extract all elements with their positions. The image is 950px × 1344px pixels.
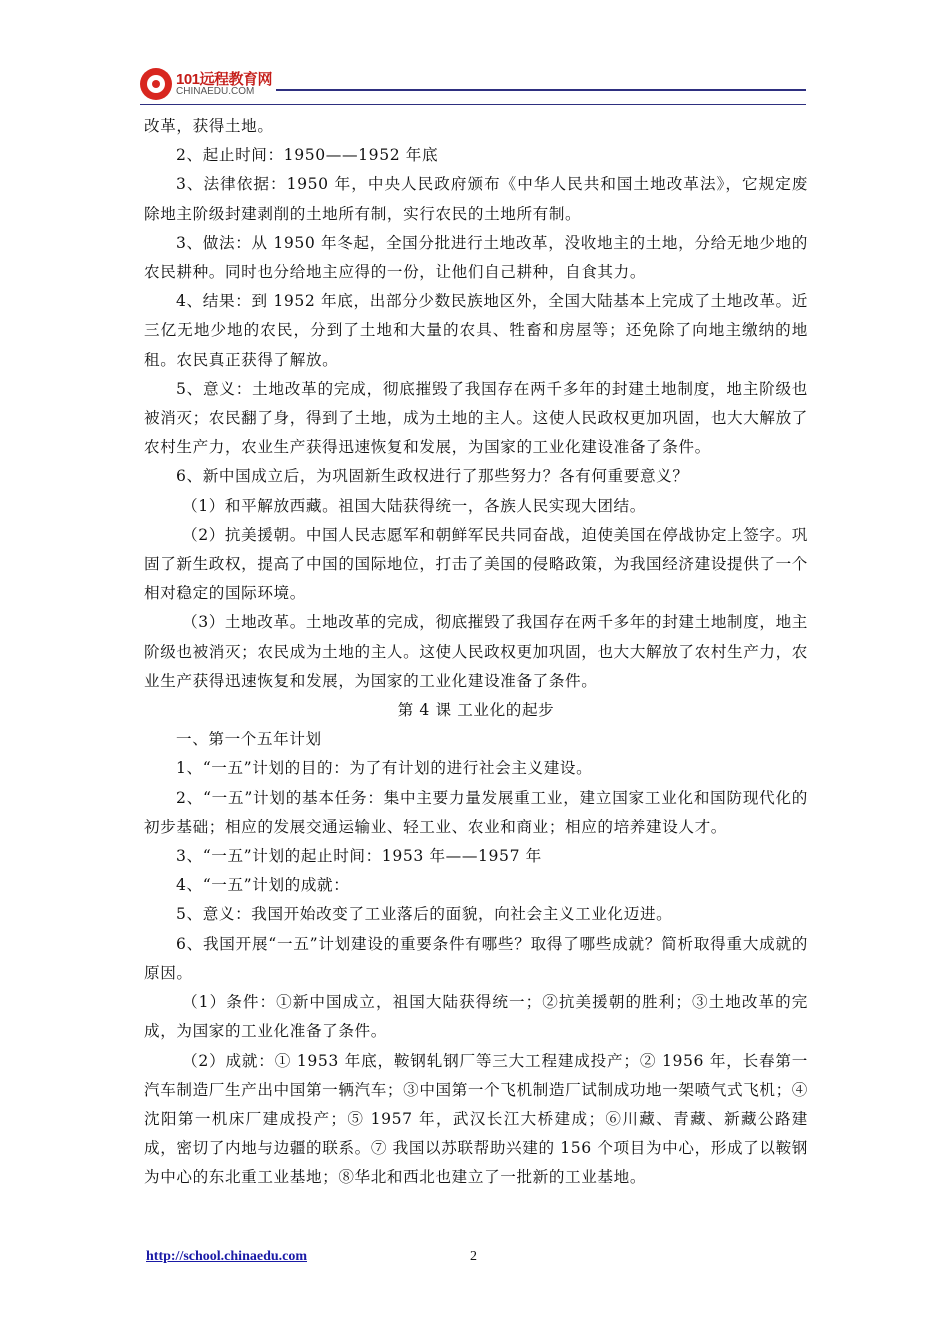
answer-item: （2）成就：① 1953 年底，鞍钢轧钢厂等三大工程建成投产；② 1956 年，长春第一汽车制造厂生产出中国第一辆汽车；③中国第一个飞机制造厂试制成功地一架喷气式飞机；④沈阳第一机床厂建成投产；⑤ 1957 年，武汉长江大桥建成；⑥川藏、青藏、新藏公路建成，密切了内地与边疆的联系。⑦ 我国以苏联帮助兴建的 156 个项目为中心，形成了以鞍钢为中心的东北重工业基地；⑧华北和西北也建立了一批新的工业基地。: [144, 1051, 808, 1187]
header-rule-bottom: [140, 104, 806, 105]
answer-item: （1）条件：①新中国成立，祖国大陆获得统一；②抗美援朝的胜利；③土地改革的完成，为国家的工业化准备了条件。: [144, 993, 808, 1041]
paragraph: 3、法律依据：1950 年，中央人民政府颁布《中华人民共和国土地改革法》，它规定废除地主阶级封建剥削的土地所有制，实行农民的土地所有制。: [144, 175, 808, 223]
question: 6、新中国成立后，为巩固新生政权进行了那些努力？各有何重要意义？: [176, 467, 689, 486]
paragraph: 2、起止时间：1950——1952 年底: [176, 146, 439, 165]
lesson-title: 第 4 课 工业化的起步: [397, 701, 555, 720]
question: 6、我国开展“一五”计划建设的重要条件有哪些？取得了哪些成就？简析取得重大成就的原因。: [144, 934, 808, 982]
chinaedu-logo-icon: [140, 68, 172, 100]
footer-url-link[interactable]: http://school.chinaedu.com: [146, 1249, 308, 1264]
paragraph: 4、结果：到 1952 年底，出部分少数民族地区外，全国大陆基本上完成了土地改革。近三亿无地少地的农民，分到了土地和大量的农具、牲畜和房屋等；还免除了向地主缴纳的地租。农民真正获得了解放。: [144, 292, 808, 369]
logo-subtitle: CHINAEDU.COM: [176, 86, 255, 97]
answer-item: （2）抗美援朝。中国人民志愿军和朝鲜军民共同奋战，迫使美国在停战协定上签字。巩固了新生政权，提高了中国的国际地位，打击了美国的侵略政策，为我国经济建设提供了一个相对稳定的国际环境。: [144, 525, 808, 603]
section-heading: 一、第一个五年计划: [176, 730, 322, 749]
paragraph: 4、“一五”计划的成就：: [176, 876, 350, 895]
paragraph: 5、意义：我国开始改变了工业落后的面貌，向社会主义工业化迈进。: [176, 905, 673, 924]
paragraph: 2、“一五”计划的基本任务：集中主要力量发展重工业，建立国家工业化和国防现代化的初步基础；相应的发展交通运输业、轻工业、农业和商业；相应的培养建设人才。: [144, 788, 808, 836]
answer-item: （1）和平解放西藏。祖国大陆获得统一，各族人民实现大团结。: [182, 496, 646, 515]
page-header: [140, 66, 806, 106]
answer-item: （3）土地改革。土地改革的完成，彻底摧毁了我国存在两千多年的封建土地制度，地主阶级也被消灭；农民成为土地的主人。这使人民政权更加巩固，也大大解放了农村生产力，农业生产获得迅速恢复和发展，为国家的工业化建设准备了条件。: [144, 613, 808, 690]
logo-text: 101远程教育网: [176, 71, 273, 88]
paragraph: 改革，获得土地。: [144, 117, 274, 135]
paragraph: 5、意义：土地改革的完成，彻底摧毁了我国存在两千多年的封建土地制度，地主阶级也被消灭；农民翻了身，得到了土地，成为土地的主人。这使人民政权更加巩固，也大大解放了农村生产力，农业生产获得迅速恢复和发展，为国家的工业化建设准备了条件。: [144, 379, 808, 457]
document-body: [144, 112, 808, 1193]
paragraph: 1、“一五”计划的目的：为了有计划的进行社会主义建设。: [176, 759, 593, 778]
header-rule: [276, 89, 806, 91]
paragraph: 3、“一五”计划的起止时间：1953 年——1957 年: [176, 847, 542, 866]
paragraph: 3、做法：从 1950 年冬起，全国分批进行土地改革，没收地主的土地，分给无地少地的农民耕种。同时也分给地主应得的一份，让他们自己耕种，自食其力。: [144, 233, 808, 282]
page-number: 2: [470, 1249, 477, 1264]
